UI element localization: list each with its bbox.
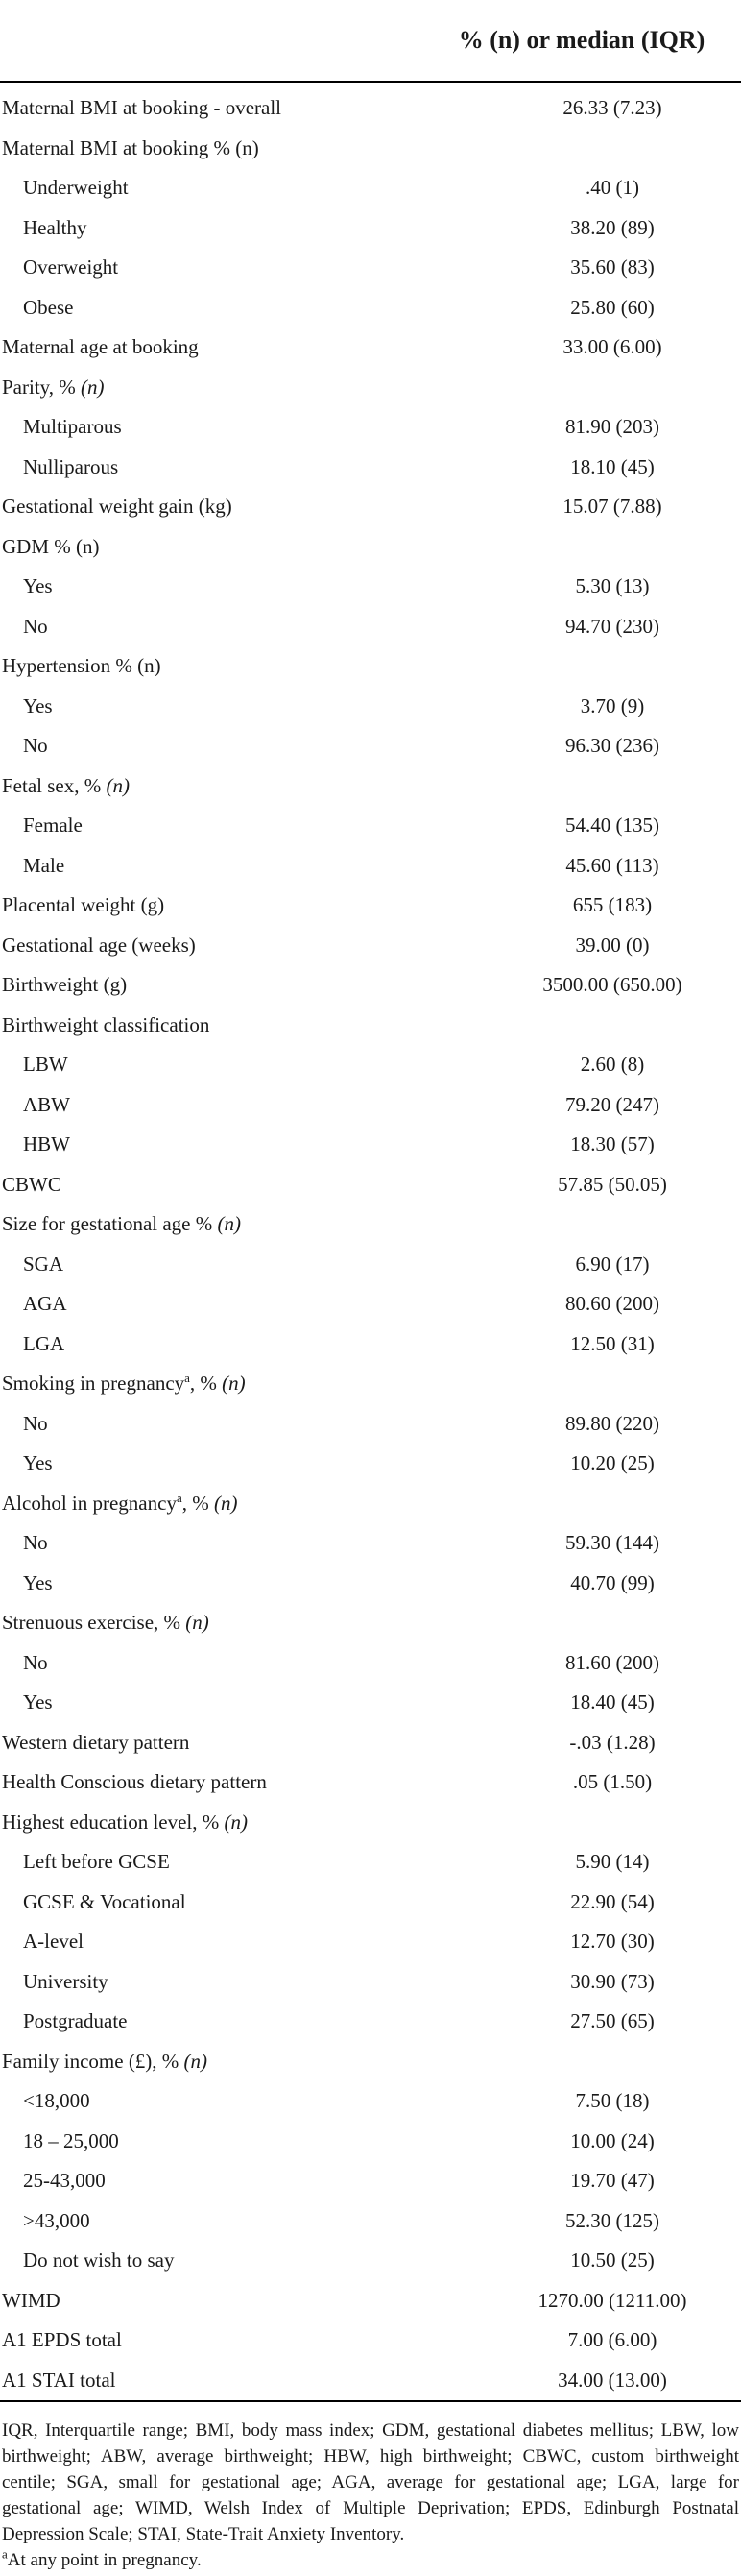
row-value: 25.80 (60) (570, 295, 655, 319)
header-variable-column (0, 0, 422, 82)
row-label (0, 1803, 422, 1843)
row-value: 15.07 (7.88) (562, 495, 662, 519)
row-label-text: Family income (£), % (2, 2049, 184, 2073)
row-label-text: Yes (23, 574, 53, 598)
table-subrow (0, 607, 741, 647)
row-label-text: A1 EPDS total (2, 2328, 122, 2352)
row-label-text: No (23, 1411, 48, 1435)
row-label (0, 1643, 422, 1684)
row-value: 19.70 (47) (570, 2169, 655, 2193)
table-subrow (0, 2161, 741, 2201)
row-label-italic: (n) (183, 2049, 208, 2073)
row-value (422, 527, 741, 568)
header-statistic-column: % (n) or median (IQR) (422, 0, 741, 82)
table-subrow (0, 1444, 741, 1484)
table-row (0, 527, 741, 568)
table-subrow (0, 1842, 741, 1883)
row-label-text: Health Conscious dietary pattern (2, 1770, 267, 1794)
table-row (0, 2281, 741, 2321)
row-label-text: Birthweight classification (2, 1012, 210, 1036)
row-label (0, 1922, 422, 1962)
note-text: At any point in pregnancy. (7, 2550, 202, 2570)
table-row (0, 2321, 741, 2361)
row-label (0, 1006, 422, 1046)
row-value: 80.60 (200) (565, 1292, 659, 1316)
row-label (0, 1165, 422, 1205)
row-label-text: 25-43,000 (23, 2169, 106, 2193)
row-label-text: GDM % (n) (2, 534, 100, 558)
row-value: 38.20 (89) (570, 215, 655, 239)
row-value: .40 (1) (586, 176, 639, 200)
row-label-text: No (23, 1650, 48, 1674)
row-label (0, 846, 422, 887)
table-row (0, 487, 741, 527)
row-label-text: A1 STAI total (2, 2368, 116, 2392)
table-row (0, 965, 741, 1006)
note-marker: a (2, 2546, 8, 2562)
row-label (0, 1484, 422, 1524)
row-label-text: University (23, 1969, 108, 1993)
row-value: 52.30 (125) (565, 2208, 659, 2232)
row-value: 22.90 (54) (570, 1889, 655, 1913)
row-value: 57.85 (50.05) (558, 1172, 667, 1196)
row-label-text: LBW (23, 1053, 68, 1077)
row-label-text: <18,000 (23, 2089, 90, 2113)
row-value: 26.33 (7.23) (562, 96, 662, 120)
row-value: 12.70 (30) (570, 1930, 655, 1954)
table-row (0, 1165, 741, 1205)
row-label-text: A-level (23, 1930, 84, 1954)
row-label-text: CBWC (2, 1172, 61, 1196)
row-label-text: Parity, % (2, 375, 82, 399)
row-label-text: No (23, 614, 48, 638)
table-subrow (0, 168, 741, 208)
row-label (0, 2321, 422, 2361)
table-row (0, 1204, 741, 1245)
table-subrow (0, 288, 741, 328)
row-label (0, 368, 422, 408)
table-footnote (0, 2402, 741, 2573)
row-label (0, 1444, 422, 1484)
row-value: 81.60 (200) (565, 1650, 659, 1674)
table-subrow (0, 687, 741, 727)
row-value (422, 129, 741, 169)
table-subrow (0, 567, 741, 607)
row-value: 1270.00 (1211.00) (538, 2288, 687, 2312)
table-subrow (0, 2002, 741, 2042)
row-label (0, 1564, 422, 1604)
row-label-text: No (23, 1531, 48, 1555)
row-label-italic: (n) (185, 1611, 209, 1635)
table-row (0, 129, 741, 169)
row-label (0, 2361, 422, 2402)
row-label-text: Gestational weight gain (kg) (2, 495, 232, 519)
row-value: 39.00 (0) (575, 933, 650, 957)
table-subrow (0, 1523, 741, 1564)
row-label (0, 1723, 422, 1763)
table-header (0, 0, 741, 82)
row-value: 10.00 (24) (570, 2128, 655, 2152)
table-subrow (0, 407, 741, 448)
table-subrow (0, 726, 741, 766)
row-label (0, 1523, 422, 1564)
row-value: 45.60 (113) (565, 853, 659, 877)
row-value: 18.10 (45) (570, 454, 655, 478)
row-label-text: Overweight (23, 255, 119, 279)
row-value: 7.00 (6.00) (567, 2328, 657, 2352)
row-value: 3500.00 (650.00) (542, 973, 682, 997)
row-value (422, 368, 741, 408)
row-label-text: LGA (23, 1331, 65, 1355)
row-label (0, 168, 422, 208)
row-label (0, 1085, 422, 1126)
row-label-text: Strenuous exercise, % (2, 1611, 186, 1635)
row-label-tail: , % (189, 1372, 223, 1396)
row-label (0, 129, 422, 169)
row-value: 59.30 (144) (565, 1531, 659, 1555)
row-label-text: Healthy (23, 215, 87, 239)
row-label-text: AGA (23, 1292, 67, 1316)
row-label-text: Do not wish to say (23, 2248, 175, 2272)
row-value: 3.70 (9) (580, 693, 645, 717)
row-value: 94.70 (230) (565, 614, 659, 638)
row-label (0, 1762, 422, 1803)
table-subrow (0, 1245, 741, 1285)
table-row (0, 2042, 741, 2082)
row-label-italic: (n) (222, 1372, 246, 1396)
row-label (0, 1245, 422, 1285)
row-label-text: Obese (23, 295, 74, 319)
row-label-tail: , % (181, 1491, 214, 1515)
row-label (0, 1364, 422, 1404)
row-value (422, 1803, 741, 1843)
row-label-text: >43,000 (23, 2208, 90, 2232)
row-label-text: Underweight (23, 176, 129, 200)
row-label-text: Western dietary pattern (2, 1730, 190, 1754)
table-subrow (0, 2081, 741, 2122)
row-label-text: Multiparous (23, 415, 122, 439)
row-label (0, 2122, 422, 2162)
row-label-text: Maternal age at booking (2, 335, 199, 359)
table-subrow (0, 2241, 741, 2281)
row-label (0, 527, 422, 568)
row-label (0, 1883, 422, 1923)
row-value: 5.90 (14) (575, 1850, 650, 1874)
row-value: 89.80 (220) (565, 1411, 659, 1435)
row-value: 54.40 (135) (565, 814, 659, 838)
row-value: 33.00 (6.00) (562, 335, 662, 359)
table-subrow (0, 1284, 741, 1324)
row-value: 6.90 (17) (575, 1252, 650, 1276)
table-subrow (0, 1883, 741, 1923)
table-row (0, 926, 741, 966)
row-label-text: Nulliparous (23, 454, 119, 478)
table-subrow (0, 1045, 741, 1085)
row-value: 30.90 (73) (570, 1969, 655, 1993)
row-label (0, 328, 422, 368)
row-label (0, 965, 422, 1006)
row-label (0, 487, 422, 527)
row-label (0, 726, 422, 766)
table-subrow (0, 1564, 741, 1604)
row-label-text: Highest education level, % (2, 1810, 225, 1834)
table-subrow (0, 1404, 741, 1445)
row-value (422, 1006, 741, 1046)
table-subrow (0, 1922, 741, 1962)
row-label-text: Placental weight (g) (2, 893, 165, 917)
superscript-note (2, 2547, 739, 2573)
row-label (0, 687, 422, 727)
table-subrow (0, 2201, 741, 2242)
row-value: 10.20 (25) (570, 1451, 655, 1475)
row-value: 35.60 (83) (570, 255, 655, 279)
row-label (0, 2081, 422, 2122)
row-label (0, 2201, 422, 2242)
row-label-text: No (23, 734, 48, 758)
row-label-text: Female (23, 814, 83, 838)
row-label (0, 407, 422, 448)
row-label (0, 1962, 422, 2003)
row-value: 12.50 (31) (570, 1331, 655, 1355)
row-label-text: Yes (23, 1451, 53, 1475)
row-label-text: Postgraduate (23, 2009, 128, 2033)
row-value: 34.00 (13.00) (422, 2361, 741, 2402)
row-value (422, 1603, 741, 1643)
row-value (422, 1364, 741, 1404)
table-row (0, 2361, 741, 2402)
row-label-text: Birthweight (g) (2, 973, 128, 997)
row-label (0, 567, 422, 607)
row-label-text: Maternal BMI at booking % (n) (2, 135, 259, 159)
row-label (0, 208, 422, 249)
row-label-text: Alcohol in pregnancy (2, 1491, 177, 1515)
row-label-text: Maternal BMI at booking - overall (2, 96, 282, 120)
row-label-text: GCSE & Vocational (23, 1889, 186, 1913)
row-label-italic: (n) (213, 1491, 238, 1515)
table-row (0, 1803, 741, 1843)
row-label (0, 806, 422, 846)
row-label-text: Yes (23, 1570, 53, 1594)
row-label (0, 2281, 422, 2321)
row-label (0, 288, 422, 328)
table-row (0, 766, 741, 807)
row-label-text: Smoking in pregnancy (2, 1372, 185, 1396)
table-subrow (0, 1324, 741, 1365)
row-label (0, 1683, 422, 1723)
table-subrow (0, 1125, 741, 1165)
row-label-text: SGA (23, 1252, 64, 1276)
row-value (422, 1204, 741, 1245)
row-value: 40.70 (99) (570, 1570, 655, 1594)
row-label-text: Left before GCSE (23, 1850, 170, 1874)
row-label (0, 82, 422, 129)
table-row (0, 1762, 741, 1803)
row-label (0, 2241, 422, 2281)
row-label-text: WIMD (2, 2288, 60, 2312)
footnote-marker: a (176, 1490, 182, 1505)
table-row (0, 368, 741, 408)
row-label (0, 766, 422, 807)
row-label-italic: (n) (224, 1810, 249, 1834)
row-label-text: Male (23, 853, 65, 877)
row-label-text: Yes (23, 1690, 53, 1714)
table-row (0, 1723, 741, 1763)
row-label-text: Size for gestational age % (2, 1212, 218, 1236)
row-value (422, 1484, 741, 1524)
row-label (0, 1284, 422, 1324)
row-label-italic: (n) (217, 1212, 241, 1236)
table-row (0, 1364, 741, 1404)
row-value: -.03 (1.28) (569, 1730, 656, 1754)
table-row (0, 1484, 741, 1524)
abbreviations-note: IQR, Interquartile range; BMI, body mass index; GDM, gestational diabetes mellitus; LBW, low birthweight; ABW, average birthweight; HBW, high birthweight; CBWC, custom birthweight centile; SGA, small for gestational age; AGA, average for gestational age; LGA, large for gestational age; WIMD, Welsh Index of Multiple Deprivation; EPDS, Edinburgh Postnatal Depression Scale; STAI, State-Trait Anxiety Inventory. (2, 2420, 739, 2544)
table-row (0, 886, 741, 926)
table-row (0, 82, 741, 129)
table-row (0, 646, 741, 687)
footnote-marker: a (184, 1371, 190, 1386)
table-row (0, 1603, 741, 1643)
table-body (0, 82, 741, 2401)
row-label (0, 1045, 422, 1085)
table-subrow (0, 846, 741, 887)
row-label-italic: (n) (81, 375, 105, 399)
row-value: 79.20 (247) (565, 1092, 659, 1116)
table-subrow (0, 1085, 741, 1126)
row-label (0, 1404, 422, 1445)
row-label-text: HBW (23, 1132, 70, 1156)
table-row (0, 328, 741, 368)
row-value: .05 (1.50) (572, 1770, 653, 1794)
row-value: 5.30 (13) (575, 574, 650, 598)
row-label-text: Hypertension % (n) (2, 654, 161, 678)
row-label-text: ABW (23, 1092, 70, 1116)
row-label (0, 1603, 422, 1643)
table-subrow (0, 248, 741, 288)
row-value (422, 646, 741, 687)
row-value: 81.90 (203) (565, 415, 659, 439)
row-label (0, 607, 422, 647)
row-value: 96.30 (236) (565, 734, 659, 758)
table-subrow (0, 1643, 741, 1684)
row-label (0, 886, 422, 926)
row-value (422, 2042, 741, 2082)
row-label (0, 646, 422, 687)
table-row (0, 1006, 741, 1046)
row-label-text: Gestational age (weeks) (2, 933, 196, 957)
row-label (0, 1204, 422, 1245)
row-value: 18.40 (45) (570, 1690, 655, 1714)
row-value (422, 766, 741, 807)
row-label (0, 926, 422, 966)
row-label (0, 1125, 422, 1165)
row-label (0, 448, 422, 488)
row-label-text: Yes (23, 693, 53, 717)
row-label-text: 18 – 25,000 (23, 2128, 119, 2152)
row-value: 2.60 (8) (580, 1053, 645, 1077)
row-value: 10.50 (25) (570, 2248, 655, 2272)
table-subrow (0, 2122, 741, 2162)
table-subrow (0, 448, 741, 488)
row-label (0, 2002, 422, 2042)
row-label (0, 1324, 422, 1365)
row-value: 18.30 (57) (570, 1132, 655, 1156)
row-label-text: Fetal sex, % (2, 773, 107, 797)
row-label (0, 2042, 422, 2082)
row-value: 7.50 (18) (575, 2089, 650, 2113)
table-subrow (0, 1962, 741, 2003)
row-label-italic: (n) (106, 773, 130, 797)
row-label (0, 248, 422, 288)
row-label (0, 2161, 422, 2201)
header-row (0, 0, 741, 82)
table-subrow (0, 208, 741, 249)
row-value: 655 (183) (572, 893, 653, 917)
row-value: 27.50 (65) (570, 2009, 655, 2033)
table-subrow (0, 806, 741, 846)
table-subrow (0, 1683, 741, 1723)
row-label (0, 1842, 422, 1883)
